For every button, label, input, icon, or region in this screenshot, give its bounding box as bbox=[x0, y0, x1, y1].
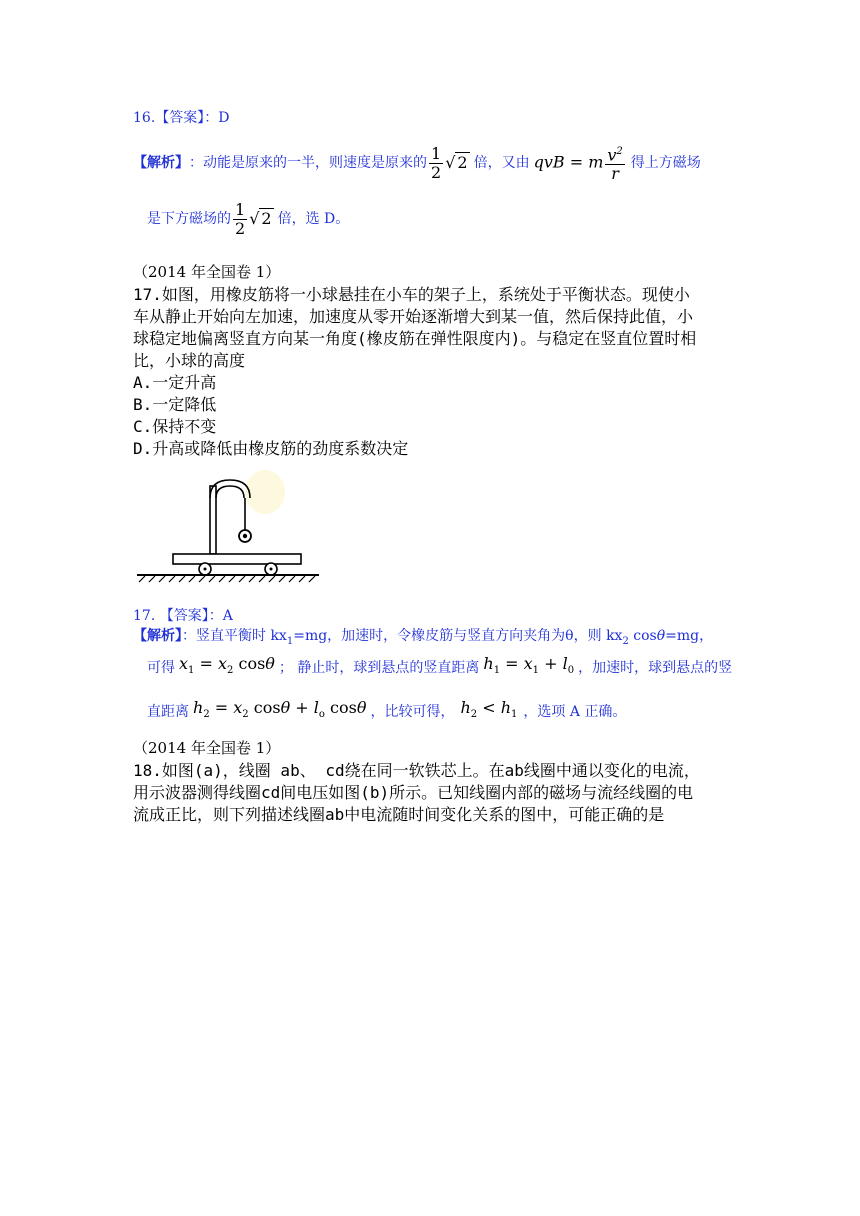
q16-fraction-half-2: $\frac{1}{2}$ bbox=[235, 199, 246, 238]
q17-answer-label: 17. 【答案】： bbox=[133, 608, 223, 624]
q17-cart-figure bbox=[133, 470, 323, 586]
q17-an-text2: =mg，加速时，令橡皮筋与竖直方向夹角为θ，则 kx bbox=[293, 628, 623, 644]
q16-sqrt2-2: √ 2 bbox=[249, 209, 272, 228]
q17-stem-line: 比，小球的高度 bbox=[133, 351, 246, 370]
q16-analysis-text1: ：动能是原来的一半，则速度是原来的 bbox=[189, 155, 427, 171]
q17-an-text7: ，加速时，球到悬点的竖 bbox=[578, 660, 733, 676]
q17-an-text9: ，比较可得， bbox=[370, 704, 455, 720]
q16-analysis-text4: 是下方磁场的 bbox=[147, 211, 231, 227]
q17-source: （2014 年全国卷 1） bbox=[133, 263, 281, 281]
q18-source: （2014 年全国卷 1） bbox=[133, 739, 281, 757]
q17-option-a: A.一定升高 bbox=[133, 373, 217, 392]
q16-analysis-label: 【解析】 bbox=[133, 155, 189, 171]
q17-analysis-line2 bbox=[147, 656, 732, 680]
q17-option-d: D.升高或降低由橡皮筋的劲度系数决定 bbox=[133, 439, 409, 458]
q17-answer: A bbox=[222, 608, 233, 624]
q17-stem bbox=[133, 284, 696, 460]
q16-analysis-line1 bbox=[133, 138, 701, 188]
q17-an-text3: cos bbox=[628, 628, 657, 644]
q16-analysis-text2: 倍，又由 bbox=[473, 155, 530, 171]
q17-an-text10: ，选项 A 正确。 bbox=[523, 704, 627, 720]
q17-an-text6: ； 静止时，球到悬点的竖直距离 bbox=[278, 660, 480, 676]
q18-stem-line: 流成正比，则下列描述线圈ab中电流随时间变化关系的图中，可能正确的是 bbox=[133, 805, 665, 824]
q17-option-b: B.一定降低 bbox=[133, 395, 217, 414]
q16-analysis-text3: 得上方磁场 bbox=[630, 155, 701, 171]
q17-analysis-line3 bbox=[147, 700, 626, 724]
q17-answer-line bbox=[133, 606, 233, 626]
q16-answer-label: 16.【答案】： bbox=[133, 110, 219, 126]
q16-answer: D bbox=[218, 110, 230, 126]
q17-formula-h2: $h_2 = x_2$ $\cos\theta + l_o$ cosθ bbox=[193, 698, 367, 721]
q17-stem-line: 车从静止开始向左加速，加速度从零开始逐渐增大到某一值，然后保持此值，小 bbox=[133, 307, 694, 326]
q17-an-text1: ：竖直平衡时 kx bbox=[182, 628, 287, 644]
q16-formula-qvb: qvB = m $\frac{v^2}{r}$ bbox=[534, 143, 627, 183]
q17-an-text5: 可得 bbox=[147, 660, 175, 676]
q16-answer-line bbox=[133, 108, 230, 128]
q17-formula-compare: $h_2 < h_1$ bbox=[460, 698, 518, 721]
q17-formula-x1: $x_1 = x_2$ cosθ bbox=[179, 654, 275, 677]
q17-option-c: C.保持不变 bbox=[133, 417, 217, 436]
ground-hatching bbox=[139, 576, 315, 582]
q17-stem-line: 17.如图，用橡皮筋将一小球悬挂在小车的架子上，系统处于平衡状态。现使小 bbox=[133, 285, 690, 304]
q18-stem-line: 18.如图(a)，线圈 ab、 cd绕在同一软铁芯上。在ab线圈中通以变化的电流， bbox=[133, 761, 700, 780]
q16-analysis-line2 bbox=[147, 194, 349, 244]
q16-analysis-text5: 倍，选 D。 bbox=[277, 211, 350, 227]
q16-sqrt2: √ 2 bbox=[445, 153, 468, 172]
q16-fraction-half: $\frac{1}{2}$ bbox=[431, 143, 442, 182]
q18-stem-line: 用示波器测得线圈cd间电压如图(b)所示。已知线圈内部的磁场与流经线圈的电 bbox=[133, 783, 694, 802]
q17-analysis-label: 【解析】 bbox=[133, 628, 182, 644]
q17-stem-line: 球稳定地偏离竖直方向某一角度(橡皮筋在弹性限度内)。与稳定在竖直位置时相 bbox=[133, 329, 697, 348]
q18-stem bbox=[133, 760, 700, 826]
q17-formula-h1: $h_1 = x_1 + l_0$ bbox=[483, 654, 575, 677]
cart-body bbox=[173, 554, 301, 564]
q17-an-text8: 直距离 bbox=[147, 704, 189, 720]
q17-analysis-line1: 【解析】：竖直平衡时 $kx_1=mg$，加速时，令橡皮筋与竖直方向夹角为θ，则 $kx_2$ cosθ=mg， bbox=[133, 628, 714, 647]
cart-post bbox=[210, 486, 216, 554]
q17-an-text4: =mg， bbox=[665, 628, 714, 644]
